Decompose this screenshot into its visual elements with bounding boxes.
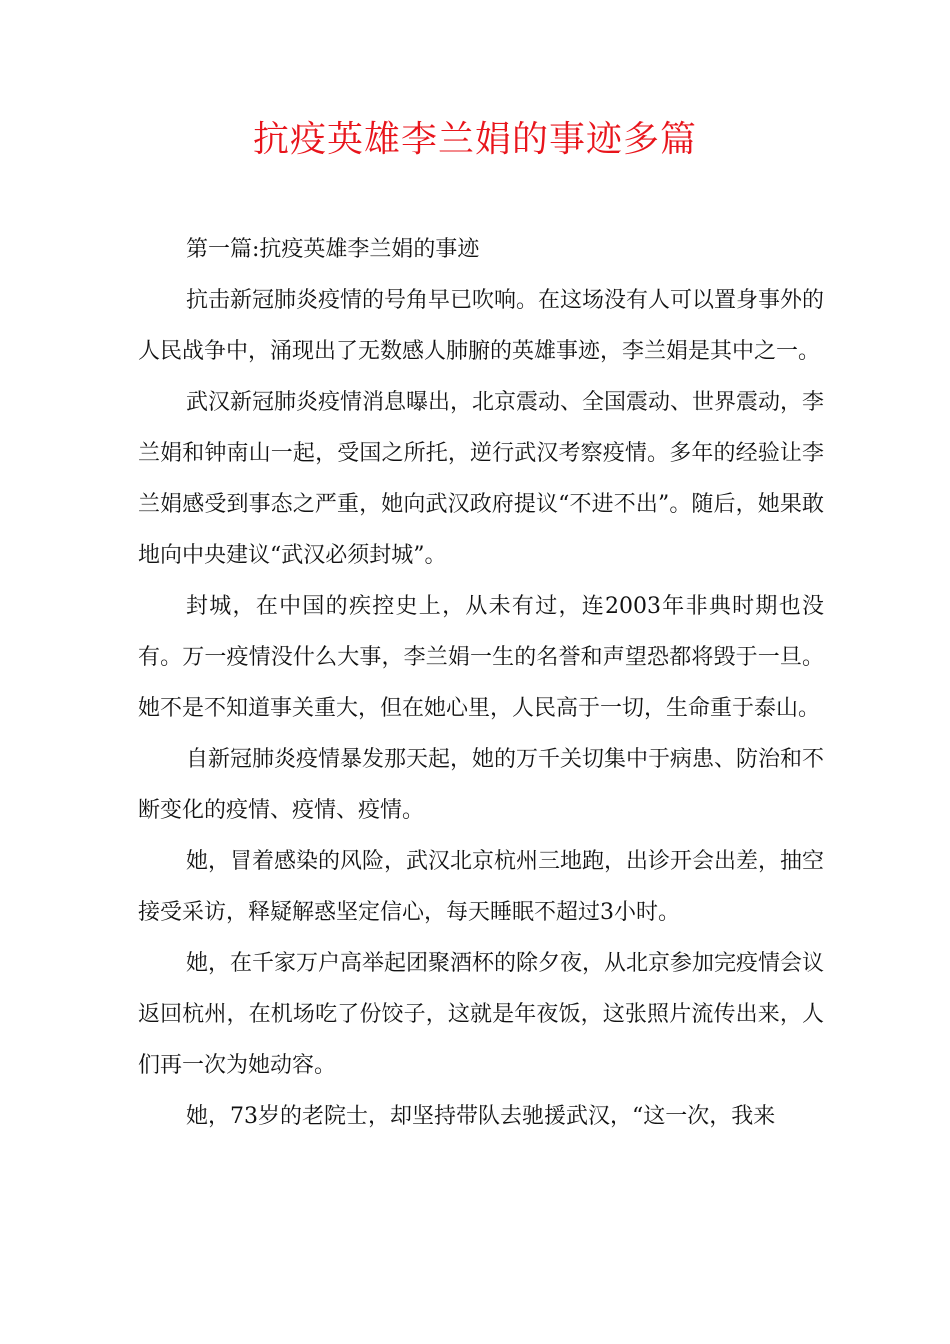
section-heading: 第一篇:抗疫英雄李兰娟的事迹 bbox=[186, 237, 480, 262]
paragraph: 自新冠肺炎疫情暴发那天起，她的万千关切集中于病患、防治和不断变化的疫情、疫情、疫情。 bbox=[138, 747, 825, 823]
paragraph: 她，冒着感染的风险，武汉北京杭州三地跑，出诊开会出差，抽空接受采访，释疑解惑坚定信心，每天睡眠不超过3小时。 bbox=[138, 849, 825, 925]
document-body bbox=[138, 224, 824, 1142]
document-title: 抗疫英雄李兰娟的事迹多篇 bbox=[252, 119, 697, 160]
paragraph: 封城，在中国的疾控史上，从未有过，连2003年非典时期也没有。万一疫情没什么大事，李兰娟一生的名誉和声望恐都将毁于一旦。她不是不知道事关重大，但在她心里，人民高于一切，生命重于泰山。 bbox=[138, 594, 824, 721]
paragraph: 武汉新冠肺炎疫情消息曝出，北京震动、全国震动、世界震动，李兰娟和钟南山一起，受国之所托，逆行武汉考察疫情。多年的经验让李兰娟感受到事态之严重，她向武汉政府提议“不进不出”。随后，她果敢地向中央建议“武汉必须封城”。 bbox=[138, 390, 825, 568]
paragraph: 抗击新冠肺炎疫情的号角早已吹响。在这场没有人可以置身事外的人民战争中，涌现出了无数感人肺腑的英雄事迹，李兰娟是其中之一。 bbox=[138, 288, 825, 364]
paragraph: 她，73岁的老院士，却坚持带队去驰援武汉，“这一次，我来 bbox=[186, 1104, 776, 1129]
paragraph: 她，在千家万户高举起团聚酒杯的除夕夜，从北京参加完疫情会议返回杭州，在机场吃了份饺子，这就是年夜饭，这张照片流传出来，人们再一次为她动容。 bbox=[138, 951, 825, 1078]
